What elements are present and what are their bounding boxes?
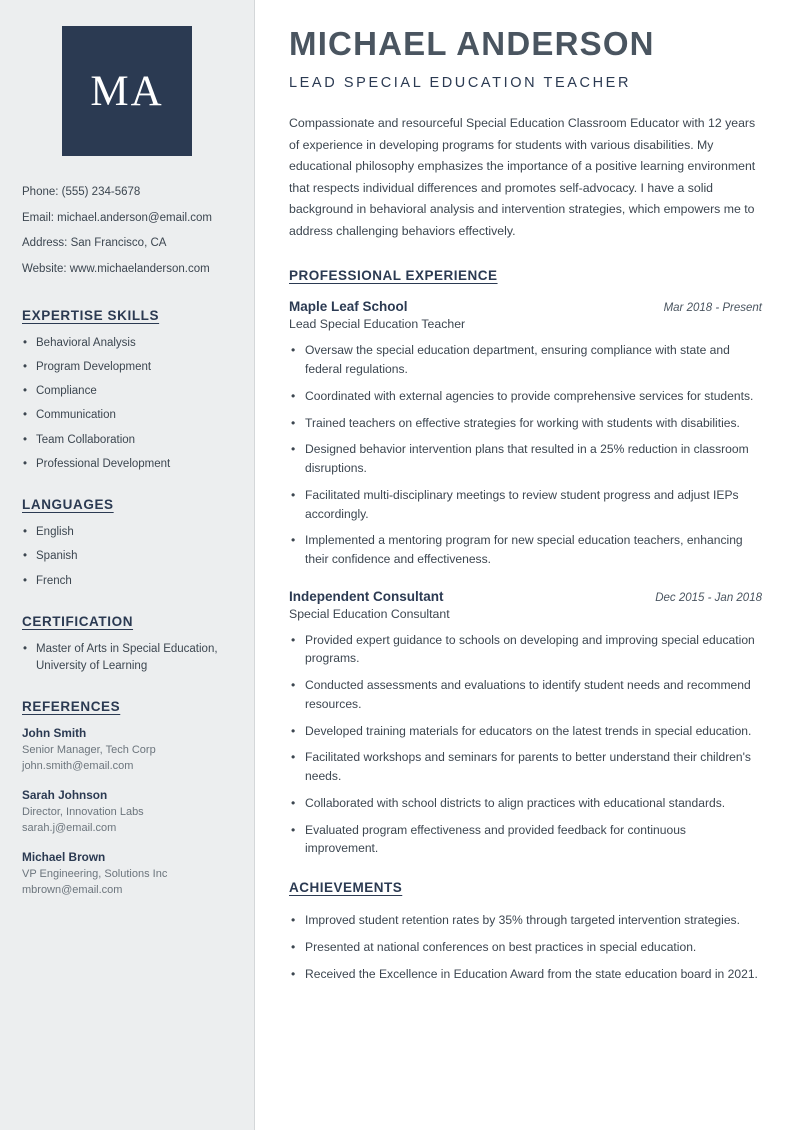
experience-entry — [289, 299, 762, 568]
headline-title: LEAD SPECIAL EDUCATION TEACHER — [289, 75, 632, 92]
job-role: Lead Special Education Teacher — [289, 317, 466, 332]
experience-heading: PROFESSIONAL EXPERIENCE — [289, 268, 498, 284]
list-item: • Evaluated program effectiveness and provided feedback for continuous improvement. — [289, 821, 762, 858]
achievements-heading: ACHIEVEMENTS — [289, 880, 403, 896]
list-item: • Implemented a mentoring program for new special education teachers, enhancing their confidence and effectiveness. — [289, 531, 762, 568]
list-item: • Received the Excellence in Education Award from the state education board in 2021. — [289, 965, 762, 984]
list-item: • Team Collaboration — [22, 432, 232, 449]
list-item: • Trained teachers on effective strategies for working with students with disabilities. — [289, 414, 762, 433]
sidebar — [0, 0, 255, 1130]
reference-email: sarah.j@email.com — [22, 822, 117, 835]
achievements-section — [289, 880, 762, 983]
professional-summary: Compassionate and resourceful Special Education Classroom Educator with 12 years of experience in developing programs for students with various disabilities. My educational philosophy emphasizes the importance of a positive learning environment that respects individual differences and promotes self-advocacy. I have a solid background in behavioral analysis and intervention strategies, which empowers me to address challenging behaviors effectively. — [289, 116, 756, 238]
languages-list — [22, 524, 232, 590]
experience-header — [289, 589, 762, 604]
reference-role: VP Engineering, Solutions Inc — [22, 868, 168, 881]
list-item: • Master of Arts in Special Education, University of Learning — [22, 641, 232, 676]
contact-info — [22, 184, 232, 278]
list-item: • Improved student retention rates by 35% through targeted intervention strategies. — [289, 911, 762, 930]
reference-role: Senior Manager, Tech Corp — [22, 744, 156, 757]
certification-section — [22, 614, 232, 676]
main-content — [255, 0, 800, 1130]
languages-heading: LANGUAGES — [22, 497, 114, 513]
reference-name: Michael Brown — [22, 850, 106, 865]
references-section — [22, 699, 232, 899]
list-item — [22, 850, 232, 899]
experience-section — [289, 268, 762, 858]
skills-list — [22, 335, 232, 474]
employment-dates: Mar 2018 - Present — [663, 302, 762, 315]
reference-email: mbrown@email.com — [22, 884, 123, 897]
list-item — [22, 726, 232, 775]
list-item: • Presented at national conferences on best practices in special education. — [289, 938, 762, 957]
list-item: • English — [22, 524, 232, 541]
list-item: • French — [22, 573, 232, 590]
contact-email: Email: michael.anderson@email.com — [22, 211, 212, 224]
reference-role: Director, Innovation Labs — [22, 806, 144, 819]
contact-website: Website: www.michaelanderson.com — [22, 263, 210, 276]
list-item — [22, 788, 232, 837]
skills-heading: EXPERTISE SKILLS — [22, 307, 160, 323]
list-item: • Conducted assessments and evaluations to identify student needs and recommend resources. — [289, 676, 762, 713]
list-item: • Oversaw the special education department, ensuring compliance with state and federal regulations. — [289, 341, 762, 378]
avatar-monogram: MA — [62, 26, 192, 156]
employment-dates: Dec 2015 - Jan 2018 — [655, 591, 762, 604]
list-item: • Professional Development — [22, 456, 232, 473]
list-item: • Facilitated workshops and seminars for parents to better understand their children's needs. — [289, 748, 762, 785]
reference-name: Sarah Johnson — [22, 788, 108, 803]
contact-address: Address: San Francisco, CA — [22, 237, 167, 250]
list-item: • Facilitated multi-disciplinary meetings to review student progress and adjust IEPs accordingly. — [289, 486, 762, 523]
skills-section — [22, 308, 232, 474]
responsibility-list — [289, 631, 762, 858]
page-title: MICHAEL ANDERSON — [289, 25, 655, 62]
avatar-wrap — [22, 26, 232, 156]
certification-heading: CERTIFICATION — [22, 613, 134, 629]
list-item: • Coordinated with external agencies to provide comprehensive services for students. — [289, 387, 762, 406]
certification-list — [22, 641, 232, 676]
list-item: • Compliance — [22, 383, 232, 400]
list-item: • Spanish — [22, 548, 232, 565]
list-item: • Behavioral Analysis — [22, 335, 232, 352]
responsibility-list — [289, 341, 762, 568]
job-role: Special Education Consultant — [289, 606, 450, 621]
reference-email: john.smith@email.com — [22, 760, 134, 773]
list-item: • Communication — [22, 407, 232, 424]
list-item: • Collaborated with school districts to align practices with educational standards. — [289, 794, 762, 813]
contact-phone: Phone: (555) 234-5678 — [22, 186, 141, 198]
company-name: Independent Consultant — [289, 588, 444, 604]
experience-header — [289, 299, 762, 314]
experience-entry — [289, 589, 762, 858]
references-heading: REFERENCES — [22, 699, 121, 715]
company-name: Maple Leaf School — [289, 299, 408, 315]
languages-section — [22, 497, 232, 590]
achievements-list — [289, 911, 762, 983]
reference-name: John Smith — [22, 726, 87, 741]
list-item: • Provided expert guidance to schools on developing and improving special education programs. — [289, 631, 762, 668]
list-item: • Program Development — [22, 359, 232, 376]
list-item: • Developed training materials for educators on the latest trends in special education. — [289, 722, 762, 741]
list-item: • Designed behavior intervention plans that resulted in a 25% reduction in classroom disruptions. — [289, 440, 762, 477]
